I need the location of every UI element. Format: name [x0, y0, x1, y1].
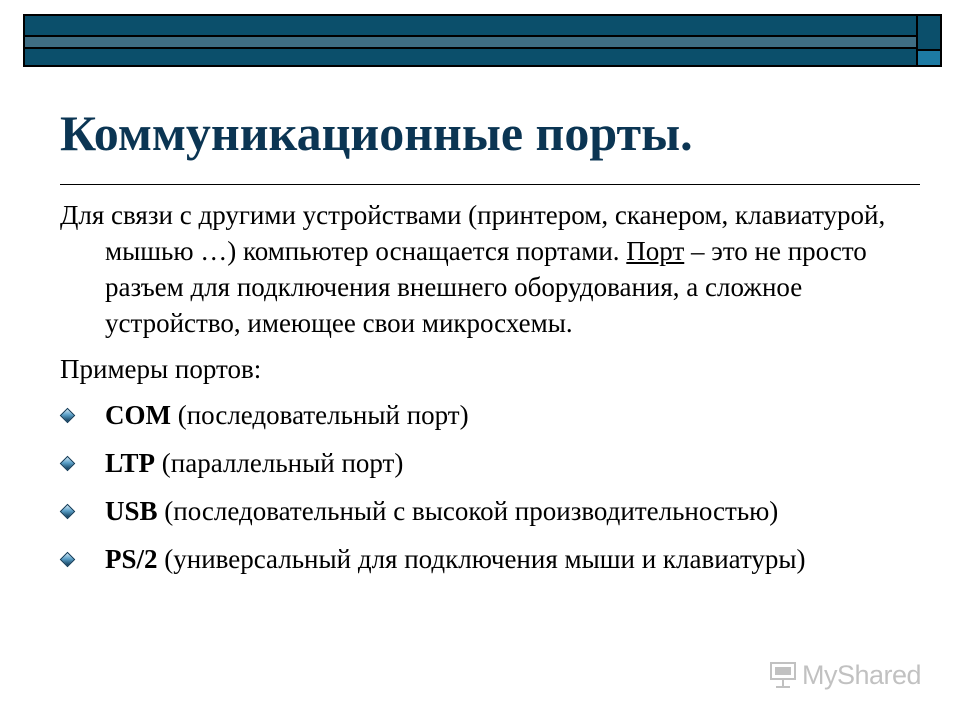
title-underline-rule: [60, 184, 920, 185]
diamond-bullet-icon: [60, 456, 76, 472]
diamond-bullet-icon: [60, 552, 76, 568]
port-name: COM: [105, 400, 171, 430]
top-bar-stripe: [25, 35, 916, 49]
intro-term-port: Порт: [626, 236, 685, 266]
presentation-board-icon: [768, 661, 798, 689]
watermark-text: MyShared: [802, 659, 922, 690]
port-description: (последовательный порт): [170, 400, 469, 430]
list-item-ltp: [60, 445, 920, 481]
ports-list: [60, 397, 920, 577]
top-decorative-bar: [23, 14, 942, 67]
port-name: PS/2: [105, 544, 158, 574]
port-name: USB: [105, 496, 158, 526]
diamond-bullet-icon: [60, 408, 76, 424]
port-name: LTP: [105, 448, 156, 478]
list-item-com: [60, 397, 920, 433]
intro-paragraph: [60, 197, 920, 341]
intro-text-after: – это не просто разъем для подключения внешнего оборудования, а сложное устройство, имеющее свои микросхемы.: [105, 236, 867, 338]
diamond-bullet-icon: [60, 504, 76, 520]
intro-text-before: Для связи с другими устройствами (принтером, сканером, клавиатурой, мышью …) компьютер оснащается портами.: [60, 200, 886, 266]
port-description: (последовательный с высокой производительностью): [157, 496, 779, 526]
watermark-logo: [768, 657, 928, 693]
port-description: (универсальный для подключения мыши и клавиатуры): [157, 544, 806, 574]
list-item-ps2: [60, 541, 920, 577]
examples-heading: Примеры портов:: [60, 354, 262, 384]
top-bar-accent-square: [918, 49, 940, 65]
slide-title: Коммуникационные порты.: [60, 105, 693, 161]
port-description: (параллельный порт): [155, 448, 404, 478]
list-item-usb: [60, 493, 920, 529]
slide-content: [60, 197, 920, 589]
